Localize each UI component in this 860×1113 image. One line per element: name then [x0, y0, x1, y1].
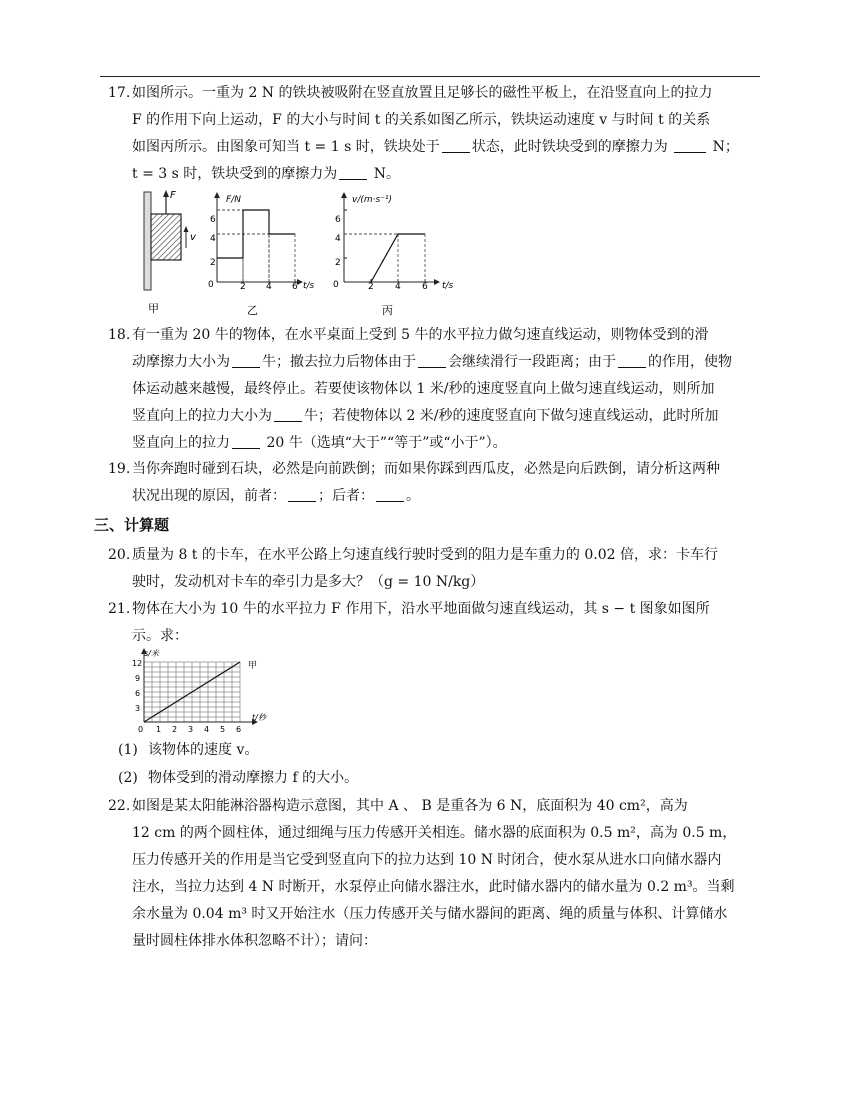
force-label: F	[170, 190, 176, 201]
tick-label: 4	[266, 282, 272, 292]
q17-line-1: 如图所示。一重为 2 N 的铁块被吸附在竖直放置且足够长的磁性平板上，在沿竖直向上的拉力	[132, 85, 713, 101]
q17-line-2: F 的作用下向上运动，F 的大小与时间 t 的关系如图乙所示，铁块运动速度 v 与时间 t 的关系	[132, 112, 711, 128]
question-number: 17.	[108, 85, 131, 101]
tick-label: 6	[335, 215, 341, 225]
tick-label: 4	[395, 282, 401, 292]
x-axis-arrow	[434, 279, 440, 285]
question-19	[108, 456, 764, 510]
x-axis-label: t/s	[442, 281, 454, 291]
q19-line-1: 当你奔跑时碰到石块，必然是向前跌倒；而如果你踩到西瓜皮，必然是向后跌倒，请分析这两种	[132, 461, 720, 477]
question-17	[108, 80, 764, 188]
tick-label: 1	[156, 725, 162, 734]
tick-label: 2	[240, 282, 246, 292]
st-chart	[124, 648, 274, 734]
answer-blank	[232, 433, 260, 449]
tick-label: 6	[210, 215, 216, 225]
q19-line-2: 状况出现的原因，前者： ；后者： 。	[132, 488, 420, 504]
q21-sub-1: (1) 该物体的速度 v。	[118, 742, 259, 758]
answer-blank	[232, 352, 260, 368]
series-label: 甲	[248, 661, 258, 671]
section-heading: 三、计算题	[94, 516, 170, 534]
answer-blank	[618, 352, 646, 368]
q22-line-1: 如图是某太阳能淋浴器构造示意图，其中 A 、 B 是重各为 6 N，底面积为 40 cm²，高为	[132, 798, 688, 814]
tick-label: 4	[335, 234, 341, 244]
q17-line-4: t = 3 s 时，铁块受到的摩擦力为 N。	[132, 166, 400, 182]
tick-label: 2	[368, 282, 374, 292]
question-number: 20.	[108, 547, 131, 563]
question-21	[108, 596, 764, 650]
y-axis-arrow	[214, 192, 220, 198]
tick-label: 2	[172, 725, 178, 734]
question-22	[108, 793, 764, 955]
question-number: 21.	[108, 601, 131, 617]
figure-jia	[138, 188, 198, 316]
answer-blank	[674, 137, 706, 153]
q21-sub-2: (2) 物体受到的滑动摩擦力 f 的大小。	[118, 770, 359, 786]
q20-line-2: 驶时，发动机对卡车的牵引力是多大？（g = 10 N/kg）	[132, 574, 485, 590]
q18-line-2: 动摩擦力大小为 牛；撤去拉力后物体由于 会继续滑行一段距离；由于 的作用，使物	[132, 354, 732, 370]
q21-line-2: 示。求：	[132, 628, 188, 644]
y-axis-label: F/N	[226, 195, 241, 205]
q22-line-4: 注水，当拉力达到 4 N 时断开，水泵停止向储水器注水，此时储水器内的储水量为 0.2 m³。当剩	[132, 879, 735, 895]
tick-label: 6	[236, 725, 242, 734]
q17-line-3: 如图丙所示。由图象可知当 t = 1 s 时，铁块处于 状态，此时铁块受到的摩擦力为 N；	[132, 139, 739, 155]
q18-line-3: 体运动越来越慢，最终停止。若要使该物体以 1 米/秒的速度竖直向上做匀速直线运动，则所加	[132, 381, 715, 397]
tick-label: 3	[188, 725, 194, 734]
figure-yi	[205, 190, 315, 318]
tick-label: 9	[135, 674, 141, 683]
tick-label: 4	[204, 725, 210, 734]
figure-caption: 甲	[148, 302, 159, 315]
answer-blank	[376, 486, 404, 502]
tick-label: 2	[210, 258, 216, 268]
q18-line-4: 竖直向上的拉力大小为 牛；若使物体以 2 米/秒的速度竖直向下做匀速直线运动，此时所加	[132, 408, 719, 424]
figure-caption: 丙	[382, 304, 393, 317]
q18-line-5: 竖直向上的拉力 20 牛（选填“大于”“等于”或“小于”）。	[132, 435, 507, 451]
y-axis-label: s/米	[144, 649, 159, 658]
y-axis-label: v/(m·s⁻¹)	[352, 195, 393, 205]
answer-blank	[339, 164, 367, 180]
answer-blank	[442, 137, 470, 153]
top-rule	[100, 76, 760, 77]
y-axis-arrow	[341, 192, 347, 198]
tick-label: 6	[135, 689, 141, 698]
q22-line-5: 余水量为 0.04 m³ 时又开始注水（压力传感开关与储水器间的距离、绳的质量与体积、计算储水	[132, 906, 728, 922]
q22-line-2: 12 cm 的两个圆柱体，通过细绳与压力传感开关相连。储水器的底面积为 0.5 m²，高为 0.5 m，	[132, 825, 737, 841]
answer-blank	[274, 406, 302, 422]
x-axis-label: t/秒	[252, 713, 266, 722]
velocity-label: v	[190, 232, 196, 243]
question-18	[108, 322, 764, 457]
question-number: 18.	[108, 327, 131, 343]
figure-caption: 乙	[247, 304, 258, 317]
question-number: 22.	[108, 798, 131, 814]
tick-label: 2	[335, 258, 341, 268]
question-number: 19.	[108, 461, 131, 477]
answer-blank	[418, 352, 446, 368]
q22-line-6: 量时圆柱体排水体积忽略不计）；请问：	[132, 933, 377, 949]
tick-label: 6	[292, 282, 298, 292]
figure-bing	[330, 190, 460, 318]
tick-label: 4	[210, 234, 216, 244]
iron-block	[151, 214, 181, 260]
tick-label: 6	[422, 282, 428, 292]
tick-label: 0	[333, 280, 339, 290]
tick-label: 5	[220, 725, 226, 734]
x-axis-label: t/s	[303, 281, 315, 291]
answer-blank	[288, 486, 316, 502]
tick-label: 0	[138, 725, 144, 734]
question-20	[108, 542, 764, 596]
q20-line-1: 质量为 8 t 的卡车，在水平公路上匀速直线行驶时受到的阻力是车重力的 0.02 倍，求：卡车行	[132, 547, 718, 563]
q18-line-1: 有一重为 20 牛的物体，在水平桌面上受到 5 牛的水平拉力做匀速直线运动，则物体受到的滑	[132, 327, 709, 343]
tick-label: 0	[208, 280, 214, 290]
q22-line-3: 压力传感开关的作用是当它受到竖直向下的拉力达到 10 N 时闭合，使水泵从进水口向储水器内	[132, 852, 722, 868]
tick-label: 12	[132, 659, 143, 668]
tick-label: 3	[135, 704, 141, 713]
q21-line-1: 物体在大小为 10 牛的水平拉力 F 作用下，沿水平地面做匀速直线运动，其 s − t 图象如图所	[132, 601, 710, 617]
